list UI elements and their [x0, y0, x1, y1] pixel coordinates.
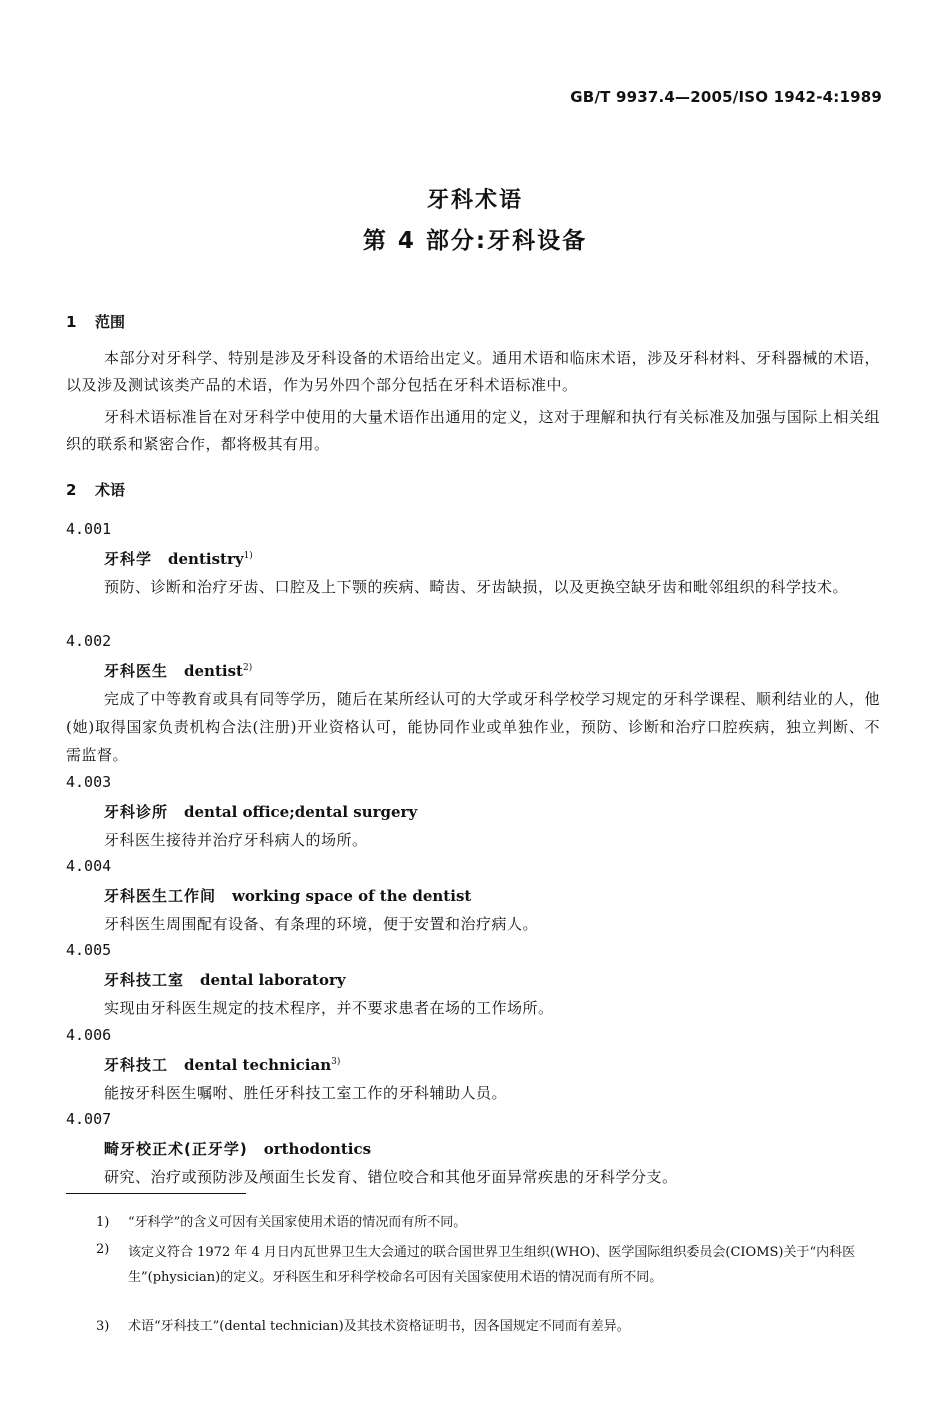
term-heading [104, 548, 253, 569]
section-number: 2 [66, 481, 77, 499]
footnote-ref: 2) [242, 663, 253, 673]
term-chinese: 畸牙校正术(正牙学) [104, 1140, 248, 1158]
term-heading [104, 801, 417, 822]
section-heading-scope [66, 311, 125, 332]
term-english: dentist [184, 662, 243, 680]
term-definition: 研究、治疗或预防涉及颅面生长发育、错位咬合和其他牙面异常疾患的牙科学分支。 [104, 1168, 678, 1186]
standard-code: GB/T 9937.4—2005/ISO 1942-4:1989 [570, 88, 882, 106]
term-english: dental technician [184, 1056, 332, 1074]
term-definition: 牙科医生接待并治疗牙科病人的场所。 [104, 831, 368, 849]
term-number: 4.005 [66, 941, 112, 959]
footnote [96, 1213, 886, 1233]
footnote-text: “牙科学”的含义可因有关国家使用术语的情况而有所不同。 [128, 1215, 467, 1230]
footnote-text: 术语“牙科技工”(dental technician)及其技术资格证明书，因各国规定不同而有差异。 [128, 1319, 630, 1334]
term-english: working space of the dentist [232, 887, 472, 905]
footnote [96, 1240, 886, 1290]
scope-paragraph-2: 牙科术语标准旨在对牙科学中使用的大量术语作出通用的定义，这对于理解和执行有关标准及加强与国际上相关组织的联系和紧密合作，都将极其有用。 [66, 408, 880, 453]
document-title: 牙科术语 [426, 188, 523, 213]
term-definition: 实现由牙科医生规定的技术程序，并不要求患者在场的工作场所。 [104, 999, 554, 1017]
footnote-text: 该定义符合 1972 年 4 月日内瓦世界卫生大会通过的联合国世界卫生组织(WHO)、医学国际组织委员会(CIOMS)关于“内科医生”(physician)的定义。牙科医生和牙科学校命名可因有关国家使用术语的情况而有所不同。 [128, 1245, 856, 1285]
term-heading [104, 1054, 340, 1075]
term-number: 4.007 [66, 1110, 112, 1128]
term-english: orthodontics [263, 1140, 372, 1158]
term-definition: 完成了中等教育或具有同等学历，随后在某所经认可的大学或牙科学校学习规定的牙科学课程、顺利结业的人，他(她)取得国家负责机构合法(注册)开业资格认可，能协同作业或单独作业，预防、诊断和治疗口腔疾病，独立判断、不需监督。 [66, 690, 880, 764]
term-definition: 预防、诊断和治疗牙齿、口腔及上下颚的疾病、畸齿、牙齿缺损，以及更换空缺牙齿和毗邻组织的科学技术。 [104, 578, 849, 596]
term-number: 4.001 [66, 520, 112, 538]
footnote [96, 1317, 886, 1337]
term-heading [104, 1138, 371, 1159]
section-number: 1 [66, 313, 77, 331]
term-definition: 能按牙科医生嘱咐、胜任牙科技工室工作的牙科辅助人员。 [104, 1084, 508, 1102]
term-chinese: 牙科医生 [104, 662, 169, 680]
section-title: 术语 [95, 481, 126, 499]
term-english: dental office;dental surgery [184, 803, 418, 821]
footnote-divider [66, 1193, 246, 1194]
term-number: 4.004 [66, 857, 112, 875]
section-heading-terms [66, 479, 125, 500]
footnote-number: 2) [96, 1242, 110, 1257]
term-chinese: 牙科医生工作间 [104, 887, 217, 905]
term-chinese: 牙科学 [104, 550, 153, 568]
footnote-number: 1) [96, 1215, 110, 1230]
term-definition: 牙科医生周围配有设备、有条理的环境，便于安置和治疗病人。 [104, 915, 539, 933]
term-english: dentistry [168, 550, 244, 568]
scope-paragraph-1: 本部分对牙科学、特别是涉及牙科设备的术语给出定义。通用术语和临床术语，涉及牙科材料、牙科器械的术语，以及涉及测试该类产品的术语，作为另外四个部分包括在牙科术语标准中。 [66, 349, 880, 394]
term-chinese: 牙科技工室 [104, 971, 185, 989]
term-heading [104, 885, 471, 906]
term-chinese: 牙科诊所 [104, 803, 169, 821]
term-english: dental laboratory [200, 971, 346, 989]
term-number: 4.003 [66, 773, 112, 791]
footnote-ref: 3) [331, 1057, 341, 1067]
section-title: 范围 [95, 313, 126, 331]
term-number: 4.006 [66, 1026, 112, 1044]
document-subtitle: 第 4 部分:牙科设备 [362, 228, 588, 254]
footnote-ref: 1) [243, 551, 253, 561]
term-chinese: 牙科技工 [104, 1056, 169, 1074]
term-number: 4.002 [66, 632, 112, 650]
term-heading [104, 969, 346, 990]
term-heading [104, 660, 252, 681]
footnote-number: 3) [96, 1319, 110, 1334]
